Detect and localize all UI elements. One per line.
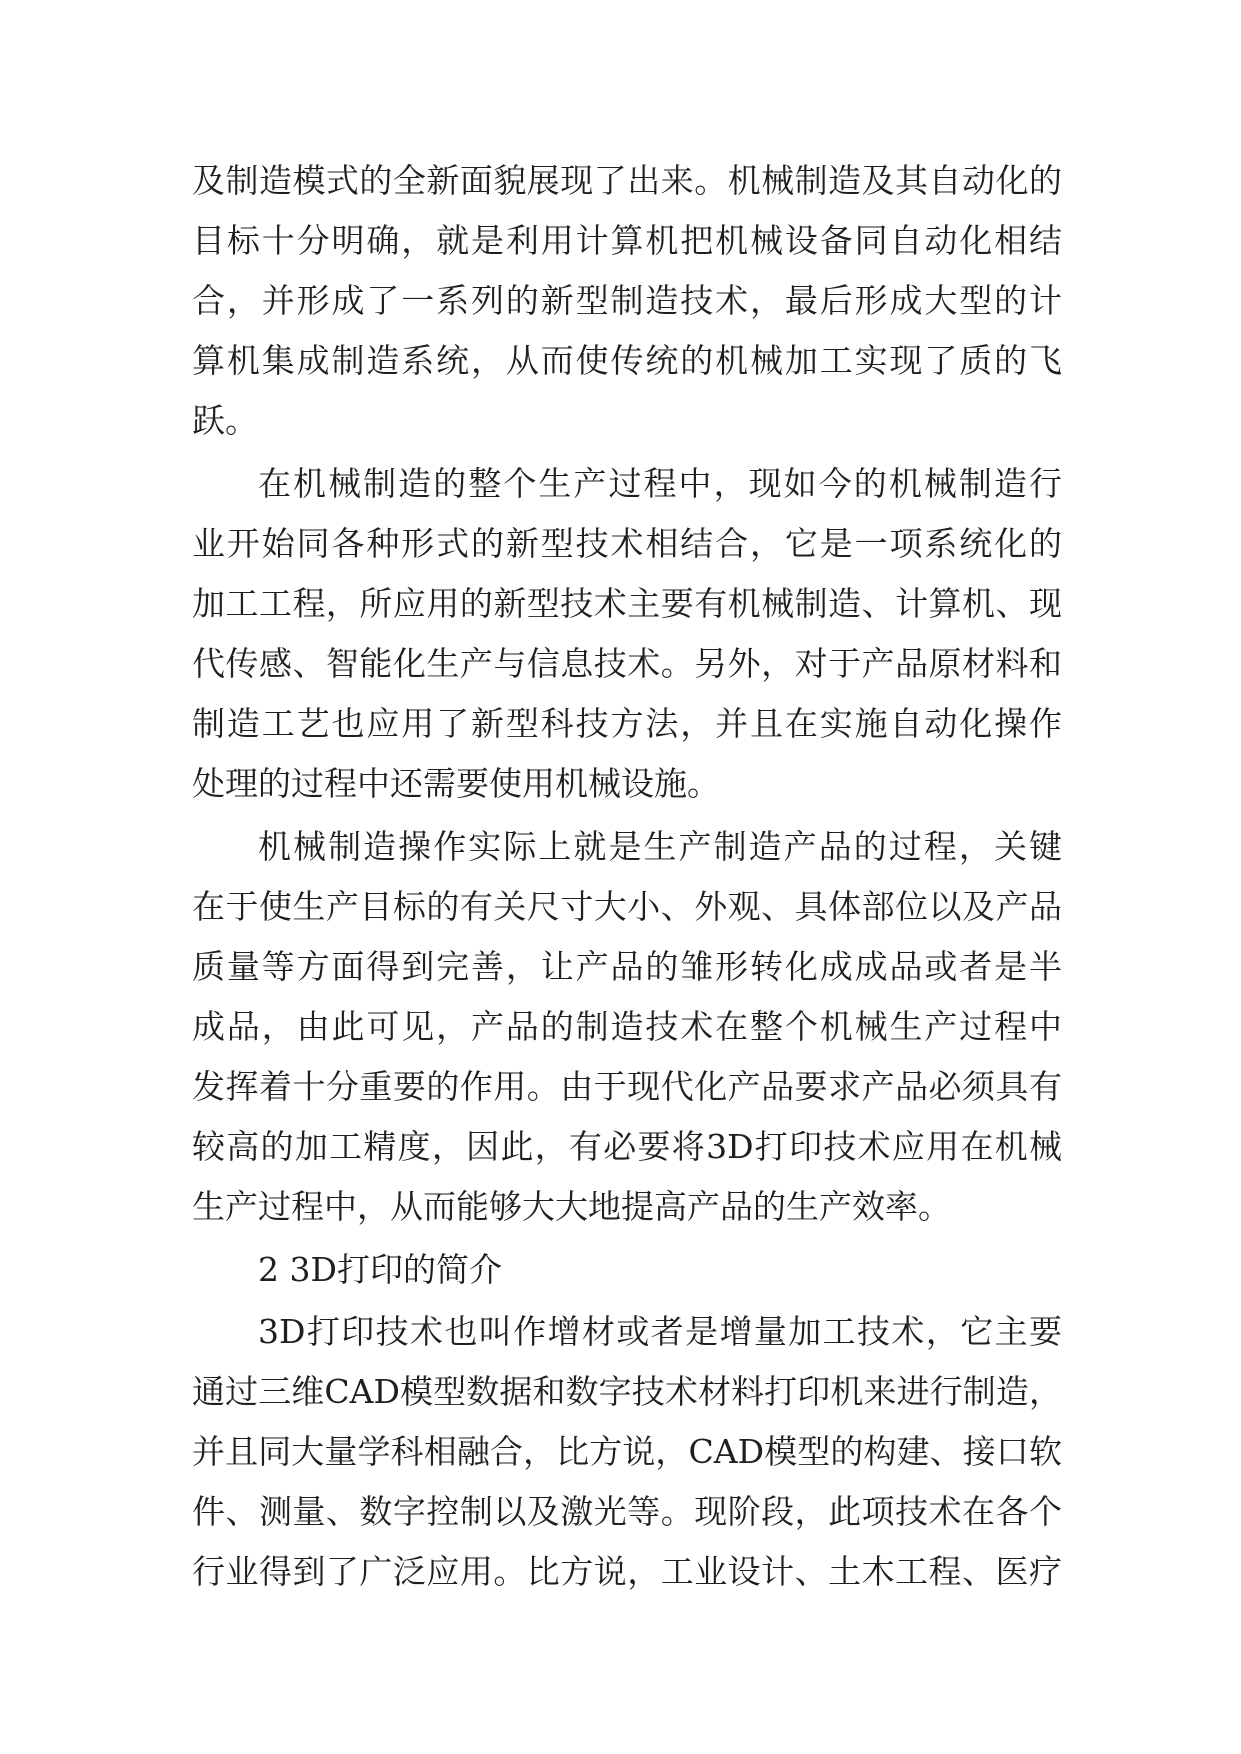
- body-text-line: 代传感、智能化生产与信息技术。另外，对于产品原材料和: [192, 644, 1062, 683]
- body-text-line: 质量等方面得到完善，让产品的雏形转化成成品或者是半: [192, 947, 1062, 986]
- body-text-line: 发挥着十分重要的作用。由于现代化产品要求产品必须具有: [192, 1067, 1062, 1106]
- section-heading: 2 3D打印的简介: [258, 1250, 502, 1289]
- body-text-line: 跃。: [192, 401, 258, 440]
- body-text-line: 生产过程中，从而能够大大地提高产品的生产效率。: [192, 1187, 951, 1226]
- body-text-line: 处理的过程中还需要使用机械设施。: [192, 764, 720, 803]
- body-text-line: 目标十分明确，就是利用计算机把机械设备同自动化相结: [192, 221, 1062, 260]
- body-text-line: 业开始同各种形式的新型技术相结合，它是一项系统化的: [192, 524, 1062, 563]
- body-text-line: 制造工艺也应用了新型科技方法，并且在实施自动化操作: [192, 704, 1062, 743]
- body-text-line: 3D打印技术也叫作增材或者是增量加工技术，它主要: [258, 1312, 1062, 1351]
- body-text-line: 在于使生产目标的有关尺寸大小、外观、具体部位以及产品: [192, 887, 1062, 926]
- body-text-line: 合，并形成了一系列的新型制造技术，最后形成大型的计: [192, 281, 1062, 320]
- body-text-line: 通过三维CAD模型数据和数字技术材料打印机来进行制造，: [192, 1372, 1062, 1411]
- body-text-line: 在机械制造的整个生产过程中，现如今的机械制造行: [258, 464, 1062, 503]
- body-text-line: 并且同大量学科相融合，比方说，CAD模型的构建、接口软: [192, 1432, 1062, 1471]
- body-text-line: 算机集成制造系统，从而使传统的机械加工实现了质的飞: [192, 341, 1062, 380]
- body-text-line: 机械制造操作实际上就是生产制造产品的过程，关键: [258, 827, 1062, 866]
- body-text-line: 较高的加工精度，因此，有必要将3D打印技术应用在机械: [192, 1127, 1062, 1166]
- body-text-line: 成品，由此可见，产品的制造技术在整个机械生产过程中: [192, 1007, 1062, 1046]
- body-text-line: 行业得到了广泛应用。比方说，工业设计、土木工程、医疗: [192, 1552, 1062, 1591]
- body-text-line: 件、测量、数字控制以及激光等。现阶段，此项技术在各个: [192, 1492, 1062, 1531]
- body-text-line: 及制造模式的全新面貌展现了出来。机械制造及其自动化的: [192, 161, 1062, 200]
- body-text-line: 加工工程，所应用的新型技术主要有机械制造、计算机、现: [192, 584, 1062, 623]
